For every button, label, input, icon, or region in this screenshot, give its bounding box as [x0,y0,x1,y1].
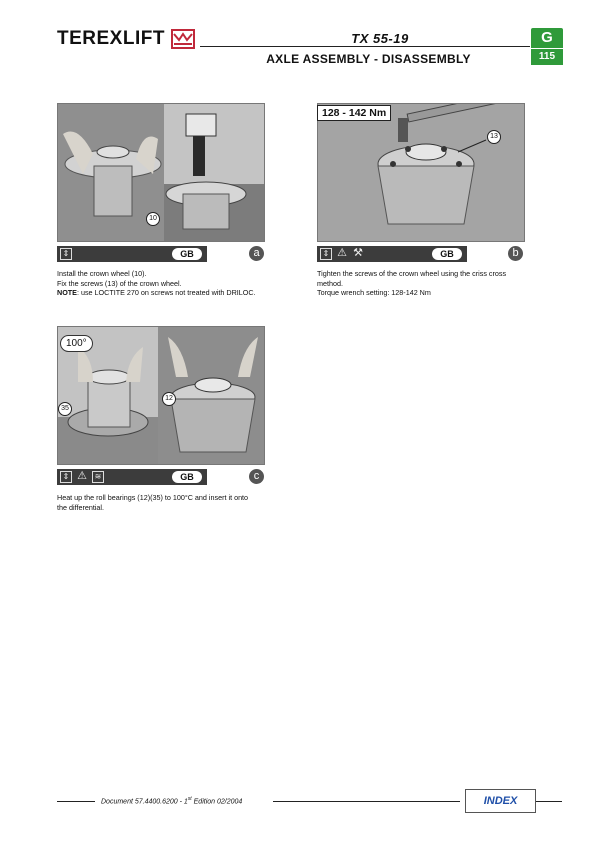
section-title: AXLE ASSEMBLY - DISASSEMBLY [266,52,471,66]
callout-12: 12 [162,392,176,406]
model-name: TX 55-19 [351,31,409,46]
caption-line: Torque wrench setting: 128-142 Nm [317,288,431,298]
document-reference: Document 57.4400.6200 - 1st Edition 02/2004 [101,796,243,806]
footer-divider [536,801,562,802]
caption-line: method. [317,278,343,288]
callout-35: 35 [58,402,72,416]
footer-divider [57,801,95,802]
caption-line: Heat up the roll bearings (12)(35) to 100°C and insert it onto [57,493,249,502]
language-tag: GB [432,248,462,260]
step-b-caption [317,269,567,298]
step-b-caption-bar [317,246,467,262]
header-divider [200,46,530,47]
brand-name: TEREXLIFT [57,28,165,49]
step-a-photo [57,103,265,242]
step-badge-a: a [249,246,264,261]
caption-line: Tighten the screws of the crown wheel using the criss cross [317,269,507,278]
callout-10: 10 [146,212,160,226]
language-tag: GB [172,471,202,483]
step-c-caption-bar [57,469,207,485]
step-a-caption [57,269,307,298]
step-a-caption-bar [57,246,207,262]
step-b-photo [317,103,525,242]
torque-wrench-icon: ⚒ [353,247,363,259]
caption-line: Install the crown wheel (10). [57,269,147,278]
chapter-tab[interactable]: G [531,28,563,48]
step-badge-b: b [508,246,523,261]
index-button[interactable]: INDEX [465,789,536,813]
heater-icon: ≋ [92,471,104,483]
language-tag: GB [172,248,202,260]
step-c-caption [57,493,307,512]
temperature-label: 100° [60,335,93,352]
caption-line: NOTE: use LOCTITE 270 on screws not treated with DRILOC. [57,288,256,298]
exploded-view-icon: ⇕ [60,471,72,483]
step-badge-c: c [249,469,264,484]
warning-icon: ⚠ [337,247,347,259]
torque-setting-label: 128 - 142 Nm [317,105,391,121]
caption-line: Fix the screws (13) of the crown wheel. [57,278,182,288]
warning-icon: ⚠ [77,470,87,482]
footer-divider [273,801,460,802]
caption-line: the differential. [57,502,105,512]
page-number: 115 [531,49,563,65]
callout-13: 13 [487,130,501,144]
exploded-view-icon: ⇕ [60,248,72,260]
exploded-view-icon: ⇕ [320,248,332,260]
brand-mark-icon [171,29,195,49]
